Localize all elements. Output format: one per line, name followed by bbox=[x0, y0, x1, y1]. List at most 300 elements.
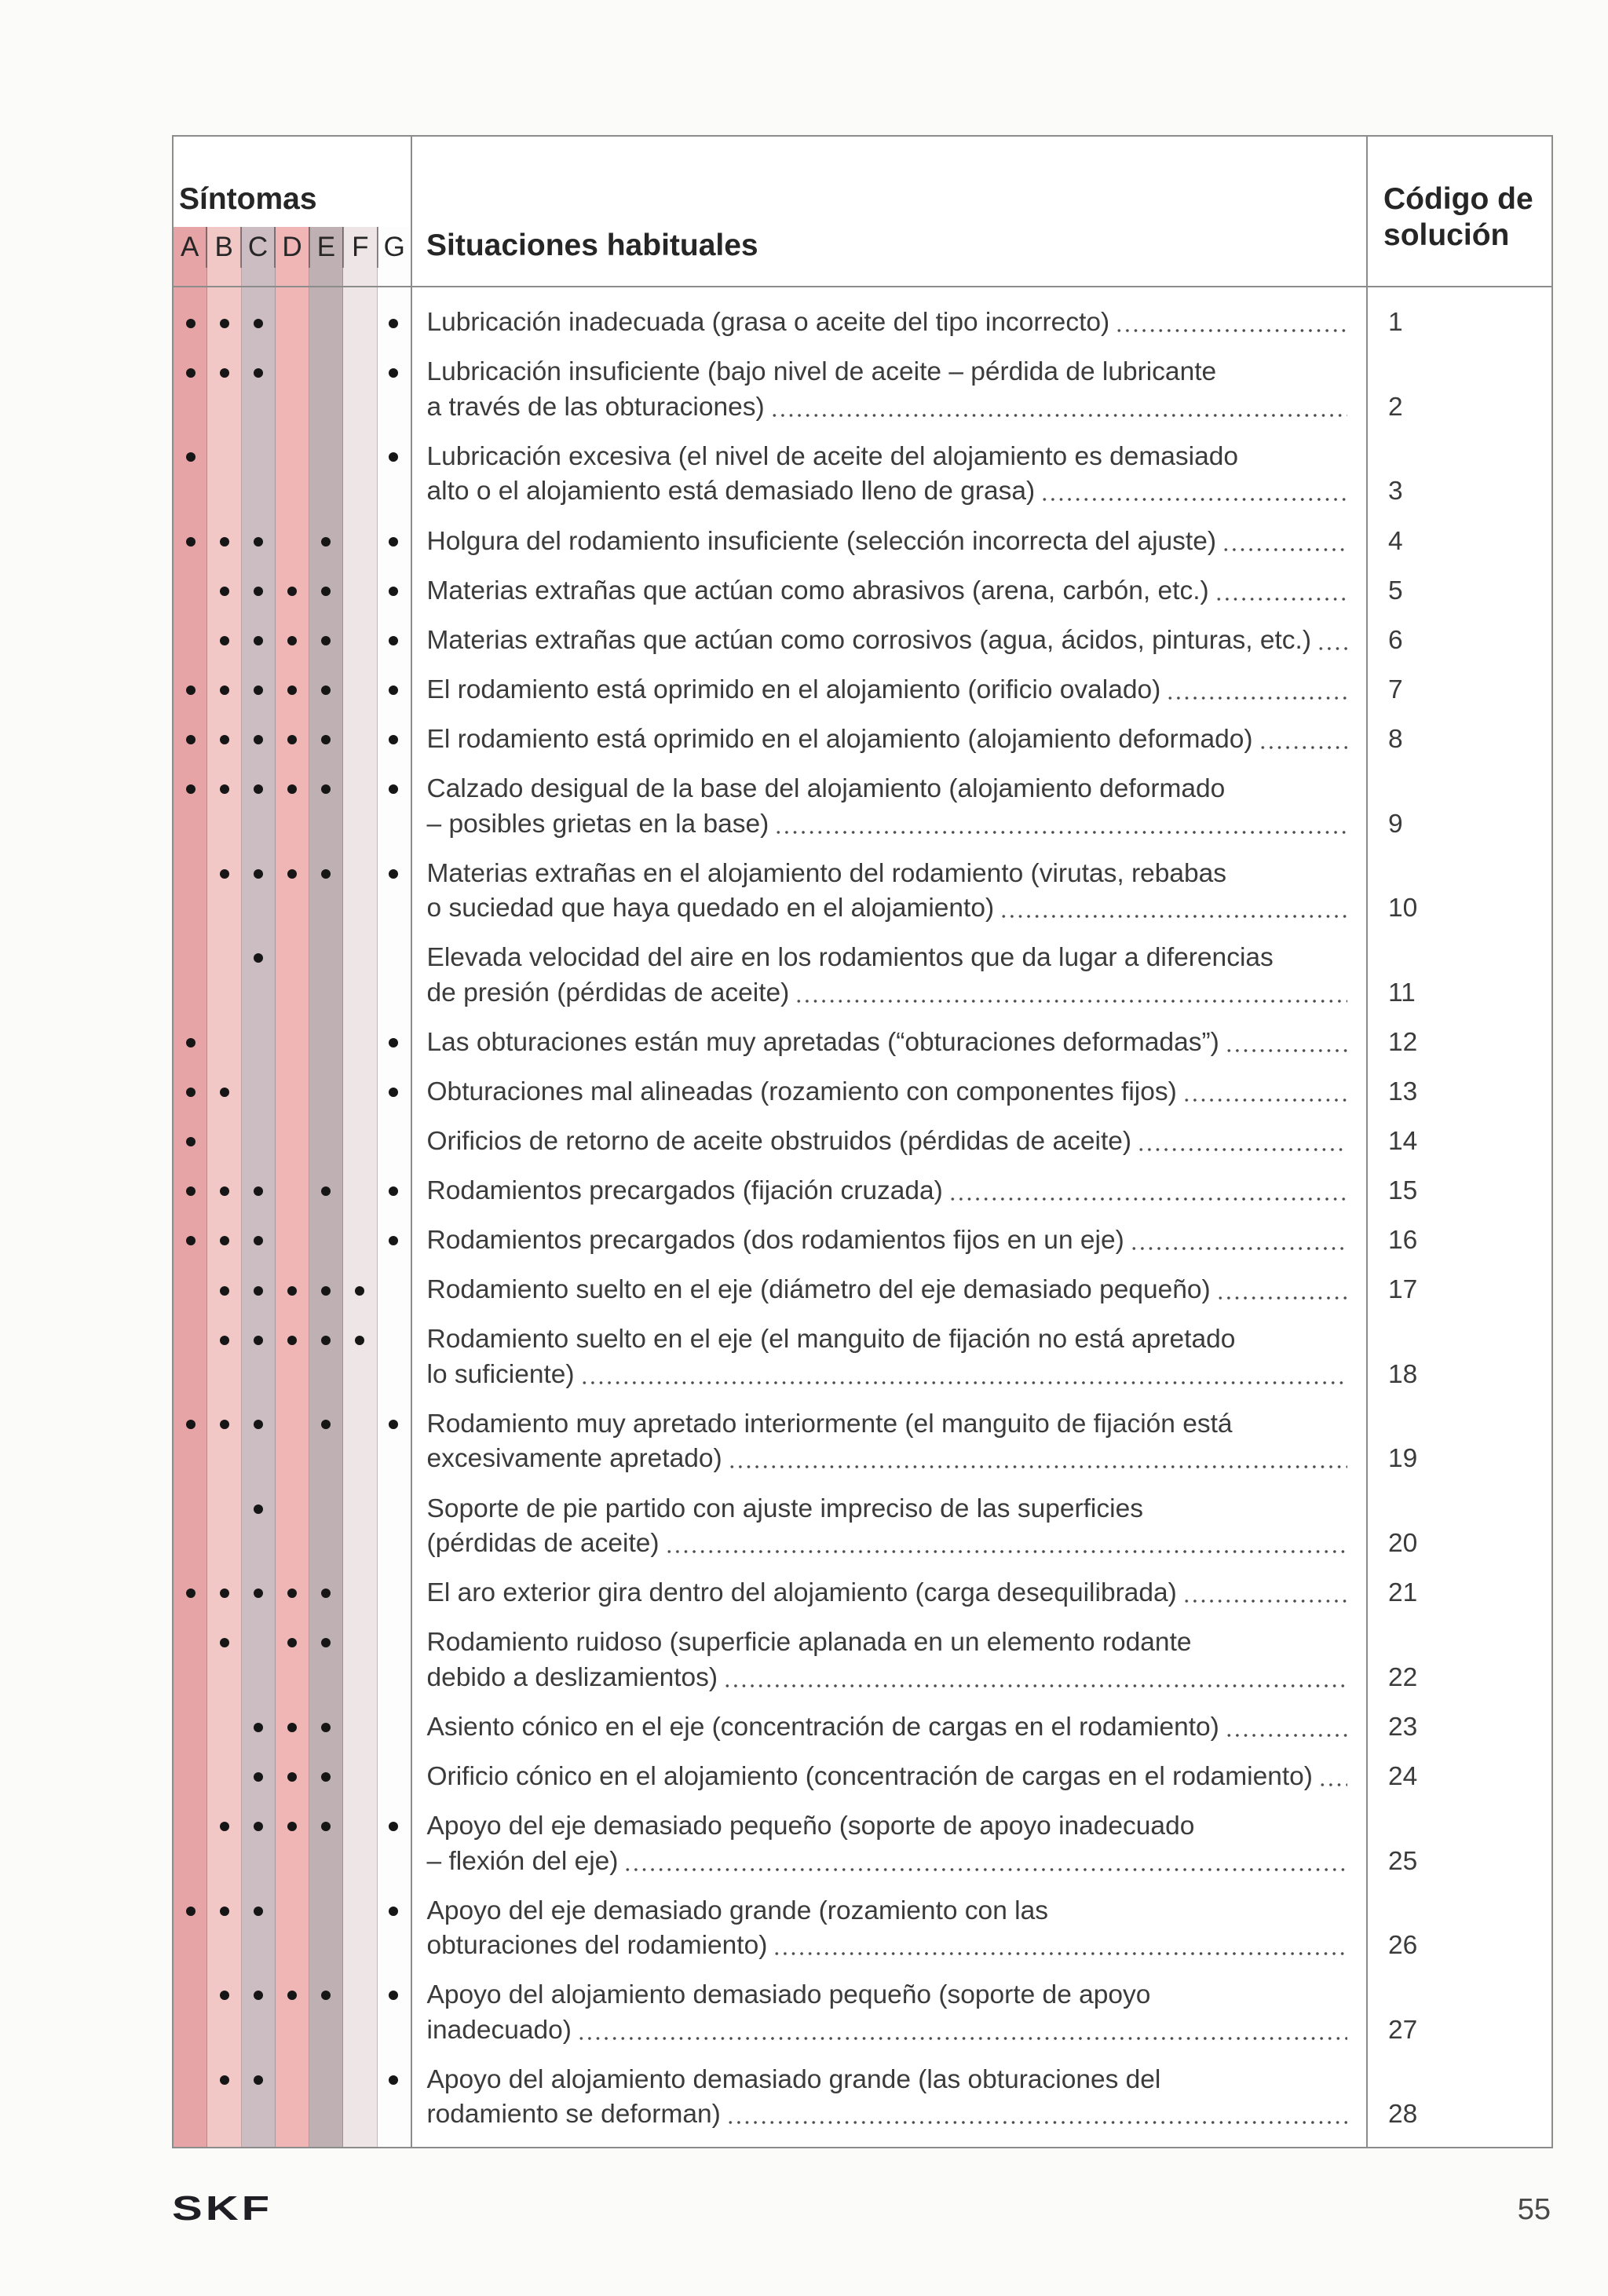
symptom-dot-a bbox=[186, 1907, 196, 1916]
symptom-dot-c bbox=[254, 869, 263, 879]
symptom-dot-d bbox=[287, 1723, 297, 1732]
dot-leader bbox=[1318, 1760, 1347, 1795]
situation-line bbox=[427, 976, 1348, 1011]
symptom-dot-d bbox=[287, 636, 297, 645]
situation-line bbox=[427, 1273, 1348, 1308]
solution-code: 4 bbox=[1388, 526, 1403, 556]
symptom-dot-g bbox=[389, 686, 398, 695]
situation-line bbox=[427, 673, 1348, 708]
situation-text bbox=[411, 517, 1366, 566]
table-row bbox=[174, 1216, 1551, 1266]
situation-line bbox=[427, 474, 1348, 510]
symptom-dot-d bbox=[287, 1822, 297, 1831]
symptom-dot-c bbox=[254, 1336, 263, 1345]
symptom-dot-e bbox=[321, 537, 331, 547]
solution-code-heading bbox=[1383, 181, 1533, 254]
symptom-letter-a: A bbox=[174, 227, 207, 268]
situation-line-text: a través de las obturaciones) bbox=[426, 392, 765, 422]
symptom-dot-e bbox=[321, 1589, 331, 1598]
situation-line-text: Lubricación insuficiente (bajo nivel de aceite – pérdida de lubricante bbox=[426, 357, 1217, 387]
symptom-dot-g bbox=[389, 1186, 398, 1196]
situation-line bbox=[427, 305, 1348, 341]
situation-line-text: obturaciones del rodamiento) bbox=[426, 1931, 768, 1961]
symptom-dot-g bbox=[389, 1088, 398, 1097]
symptom-dot-b bbox=[220, 686, 229, 695]
situation-line-text: Orificio cónico en el alojamiento (concentración de cargas en el rodamiento) bbox=[426, 1761, 1313, 1791]
symptom-dot-c bbox=[254, 784, 263, 794]
symptom-dot-g bbox=[389, 1822, 398, 1831]
symptom-dot-c bbox=[254, 587, 263, 596]
situation-line bbox=[427, 857, 1348, 892]
symptom-marks bbox=[174, 348, 411, 433]
situation-line-text: – posibles grietas en la base) bbox=[426, 809, 769, 839]
page-number: 55 bbox=[1517, 2193, 1551, 2226]
table-row bbox=[174, 1400, 1551, 1485]
symptom-marks bbox=[174, 849, 411, 934]
symptom-dot-b bbox=[220, 1991, 229, 2000]
symptom-dot-c bbox=[254, 1186, 263, 1196]
symptom-dot-b bbox=[220, 869, 229, 879]
symptom-dot-d bbox=[287, 686, 297, 695]
symptom-dot-d bbox=[287, 1772, 297, 1782]
symptom-dot-a bbox=[186, 735, 196, 744]
symptom-dot-f bbox=[355, 1286, 364, 1296]
table-row bbox=[174, 1802, 1551, 1887]
symptom-dot-b bbox=[220, 319, 229, 328]
solution-code: 26 bbox=[1388, 1931, 1418, 1961]
symptom-dot-c bbox=[254, 1907, 263, 1916]
table-row bbox=[174, 517, 1551, 566]
symptom-dot-e bbox=[321, 1186, 331, 1196]
symptom-marks bbox=[174, 1703, 411, 1753]
symptom-dot-a bbox=[186, 1088, 196, 1097]
dot-leader bbox=[1317, 623, 1347, 659]
situation-line-text: Orificios de retorno de aceite obstruidos (pérdidas de aceite) bbox=[426, 1127, 1132, 1157]
solution-code: 5 bbox=[1388, 576, 1403, 605]
table-row bbox=[174, 1484, 1551, 1569]
symptom-marks bbox=[174, 298, 411, 348]
situation-line-text: Materias extrañas en el alojamiento del rodamiento (virutas, rebabas bbox=[426, 858, 1227, 888]
table-row bbox=[174, 934, 1551, 1018]
symptom-marks bbox=[174, 1971, 411, 2056]
situation-line-text: Calzado desigual de la base del alojamiento (alojamiento deformado bbox=[426, 774, 1226, 804]
symptom-dot-a bbox=[186, 1137, 196, 1146]
symptom-dot-g bbox=[389, 636, 398, 645]
situation-line-text: inadecuado) bbox=[426, 2015, 572, 2045]
symptom-dot-b bbox=[220, 1236, 229, 1245]
symptom-marks bbox=[174, 1315, 411, 1400]
solution-code: 13 bbox=[1388, 1077, 1418, 1106]
symptom-dot-g bbox=[389, 1038, 398, 1047]
situation-line bbox=[427, 574, 1348, 609]
symptom-dot-g bbox=[389, 1907, 398, 1916]
dot-leader bbox=[1130, 1223, 1347, 1259]
dot-leader bbox=[577, 2013, 1347, 2049]
symptom-marks bbox=[174, 1018, 411, 1068]
table-row bbox=[174, 1068, 1551, 1117]
symptom-marks bbox=[174, 1484, 411, 1569]
dot-leader bbox=[773, 1929, 1347, 1964]
symptom-dot-b bbox=[220, 2075, 229, 2085]
situation-line bbox=[427, 1710, 1348, 1746]
situation-line bbox=[427, 1978, 1348, 2013]
situation-line bbox=[427, 1407, 1348, 1442]
symptom-marks bbox=[174, 1753, 411, 1802]
symptom-dot-d bbox=[287, 784, 297, 794]
symptom-dot-e bbox=[321, 1991, 331, 2000]
dot-leader bbox=[1040, 474, 1347, 510]
symptom-dot-g bbox=[389, 735, 398, 744]
solution-code: 14 bbox=[1388, 1127, 1418, 1157]
symptom-dot-b bbox=[220, 368, 229, 378]
dot-leader bbox=[1000, 891, 1347, 927]
dot-leader bbox=[948, 1174, 1347, 1209]
dot-leader bbox=[728, 1442, 1347, 1477]
situation-line-text: rodamiento se deforman) bbox=[426, 2100, 721, 2130]
symptom-dot-e bbox=[321, 686, 331, 695]
situation-line-text: de presión (pérdidas de aceite) bbox=[426, 978, 790, 1007]
dot-leader bbox=[1225, 1710, 1347, 1746]
symptom-dot-e bbox=[321, 735, 331, 744]
dot-leader bbox=[1215, 574, 1347, 609]
symptom-dot-e bbox=[321, 636, 331, 645]
symptom-dot-e bbox=[321, 1420, 331, 1429]
symptom-dot-e bbox=[321, 1286, 331, 1296]
symptom-dot-d bbox=[287, 1336, 297, 1345]
situation-text bbox=[411, 715, 1366, 765]
situation-line bbox=[427, 1492, 1348, 1527]
situation-line-text: Elevada velocidad del aire en los rodamientos que da lugar a diferencias bbox=[426, 943, 1274, 973]
dot-leader bbox=[726, 2097, 1347, 2133]
situation-text bbox=[411, 2056, 1366, 2141]
situation-line bbox=[427, 1358, 1348, 1393]
situation-text bbox=[411, 1266, 1366, 1315]
symptom-dot-c bbox=[254, 686, 263, 695]
situation-line-text: excesivamente apretado) bbox=[426, 1444, 722, 1474]
symptom-dot-b bbox=[220, 587, 229, 596]
symptom-dot-c bbox=[254, 1236, 263, 1245]
symptom-dot-d bbox=[287, 1589, 297, 1598]
symptom-marks bbox=[174, 2056, 411, 2141]
symptom-letter-e: E bbox=[310, 227, 344, 268]
situation-line-text: Apoyo del eje demasiado pequeño (soporte de apoyo inadecuado bbox=[426, 1812, 1195, 1841]
solution-code: 23 bbox=[1388, 1712, 1418, 1742]
solution-code: 2 bbox=[1388, 392, 1403, 422]
situation-line-text: Rodamiento suelto en el eje (diámetro del eje demasiado pequeño) bbox=[426, 1275, 1211, 1305]
situation-line-text: Rodamiento muy apretado interiormente (el manguito de fijación está bbox=[426, 1409, 1233, 1439]
situation-text bbox=[411, 1802, 1366, 1887]
table-row bbox=[174, 1971, 1551, 2056]
situation-text bbox=[411, 1569, 1366, 1618]
situation-line bbox=[427, 355, 1348, 390]
symptom-marks bbox=[174, 1117, 411, 1167]
solution-code: 16 bbox=[1388, 1226, 1418, 1256]
symptom-dot-c bbox=[254, 1991, 263, 2000]
situation-text bbox=[411, 1216, 1366, 1266]
symptom-letter-b: B bbox=[207, 227, 241, 268]
situation-text bbox=[411, 1068, 1366, 1117]
symptom-dot-g bbox=[389, 319, 398, 328]
dot-leader bbox=[770, 390, 1347, 426]
table-row bbox=[174, 1703, 1551, 1753]
symptom-dot-g bbox=[389, 869, 398, 879]
situation-line bbox=[427, 807, 1348, 843]
situation-text bbox=[411, 1971, 1366, 2056]
dot-leader bbox=[795, 976, 1347, 1011]
situation-text bbox=[411, 1703, 1366, 1753]
table-row bbox=[174, 348, 1551, 433]
situation-text bbox=[411, 1886, 1366, 1971]
symptom-dot-g bbox=[389, 2075, 398, 2085]
solution-code: 10 bbox=[1388, 894, 1418, 923]
situation-text bbox=[411, 1400, 1366, 1485]
symptom-marks bbox=[174, 666, 411, 715]
solution-code: 21 bbox=[1388, 1578, 1418, 1608]
situation-line bbox=[427, 2063, 1348, 2098]
solution-code: 3 bbox=[1388, 477, 1403, 506]
symptom-dot-b bbox=[220, 1822, 229, 1831]
situation-line-text: Apoyo del eje demasiado grande (rozamiento con las bbox=[426, 1896, 1048, 1925]
solution-code-heading-line: Código de bbox=[1383, 182, 1533, 216]
solution-code: 15 bbox=[1388, 1176, 1418, 1206]
symptom-marks bbox=[174, 1886, 411, 1971]
situation-line-text: alto o el alojamiento está demasiado lleno de grasa) bbox=[426, 477, 1036, 506]
symptom-dot-c bbox=[254, 368, 263, 378]
symptom-dot-a bbox=[186, 686, 196, 695]
symptom-marks bbox=[174, 616, 411, 665]
solution-code: 7 bbox=[1388, 675, 1403, 704]
symptom-marks bbox=[174, 517, 411, 566]
table-row bbox=[174, 1117, 1551, 1167]
dot-leader bbox=[580, 1358, 1347, 1393]
situation-line-text: lo suficiente) bbox=[426, 1359, 575, 1389]
symptom-dot-g bbox=[389, 784, 398, 794]
symptom-letter-f: F bbox=[344, 227, 378, 268]
symptom-marks bbox=[174, 1400, 411, 1485]
symptom-marks bbox=[174, 1167, 411, 1216]
table-row bbox=[174, 1167, 1551, 1216]
dot-leader bbox=[1166, 673, 1347, 708]
situation-text bbox=[411, 1618, 1366, 1703]
situation-line bbox=[427, 1625, 1348, 1661]
symptom-dot-d bbox=[287, 735, 297, 744]
symptom-letters bbox=[174, 227, 411, 268]
symptom-dot-d bbox=[287, 1286, 297, 1296]
symptom-dot-c bbox=[254, 735, 263, 744]
solution-code-heading-line: solución bbox=[1383, 218, 1510, 252]
symptom-dot-a bbox=[186, 784, 196, 794]
skf-logo: SKF bbox=[172, 2189, 273, 2228]
solution-code: 9 bbox=[1388, 809, 1403, 839]
table-row bbox=[174, 298, 1551, 348]
situation-line bbox=[427, 1223, 1348, 1259]
symptom-marks bbox=[174, 433, 411, 517]
symptom-dot-f bbox=[355, 1336, 364, 1345]
symptom-dot-c bbox=[254, 2075, 263, 2085]
symptom-dot-b bbox=[220, 1638, 229, 1647]
symptom-dot-c bbox=[254, 1589, 263, 1598]
situation-line bbox=[427, 1809, 1348, 1844]
situation-line bbox=[427, 525, 1348, 560]
solution-code: 19 bbox=[1388, 1444, 1418, 1474]
symptom-dot-g bbox=[389, 587, 398, 596]
solution-code: 24 bbox=[1388, 1761, 1418, 1791]
situation-line-text: Rodamiento suelto en el eje (el manguito de fijación no está apretado bbox=[426, 1325, 1236, 1355]
symptom-dot-g bbox=[389, 368, 398, 378]
symptom-dot-c bbox=[254, 1723, 263, 1732]
symptom-dot-a bbox=[186, 1186, 196, 1196]
symptom-marks bbox=[174, 1068, 411, 1117]
situation-line-text: El aro exterior gira dentro del alojamiento (carga desequilibrada) bbox=[426, 1578, 1177, 1608]
symptom-dot-c bbox=[254, 636, 263, 645]
situation-line bbox=[427, 722, 1348, 758]
situation-line-text: Soporte de pie partido con ajuste impreciso de las superficies bbox=[426, 1493, 1143, 1523]
situation-text bbox=[411, 1018, 1366, 1068]
symptom-dot-a bbox=[186, 319, 196, 328]
symptom-marks bbox=[174, 566, 411, 616]
table-row bbox=[174, 666, 1551, 715]
situation-line bbox=[427, 440, 1348, 475]
solution-code: 20 bbox=[1388, 1529, 1418, 1559]
symptom-dot-g bbox=[389, 1420, 398, 1429]
symptom-dot-e bbox=[321, 784, 331, 794]
symptom-marks bbox=[174, 1569, 411, 1618]
situation-line bbox=[427, 1174, 1348, 1209]
situation-line bbox=[427, 1124, 1348, 1160]
table-row bbox=[174, 849, 1551, 934]
situation-line-text: Rodamientos precargados (fijación cruzada) bbox=[426, 1176, 943, 1206]
symptom-dot-c bbox=[254, 953, 263, 963]
solution-code: 12 bbox=[1388, 1027, 1418, 1057]
dot-leader bbox=[1137, 1124, 1347, 1160]
situation-line-text: El rodamiento está oprimido en el alojamiento (alojamiento deformado) bbox=[426, 724, 1253, 754]
situation-text bbox=[411, 1117, 1366, 1167]
situation-text bbox=[411, 765, 1366, 850]
situation-text bbox=[411, 1484, 1366, 1569]
situation-line bbox=[427, 1844, 1348, 1880]
situation-text bbox=[411, 566, 1366, 616]
solution-code: 25 bbox=[1388, 1846, 1418, 1876]
situation-text bbox=[411, 348, 1366, 433]
table-row bbox=[174, 1569, 1551, 1618]
situation-line-text: o suciedad que haya quedado en el alojamiento) bbox=[426, 894, 995, 923]
table-row bbox=[174, 1018, 1551, 1068]
solution-code: 22 bbox=[1388, 1662, 1418, 1692]
symptom-dot-e bbox=[321, 1723, 331, 1732]
symptom-dot-d bbox=[287, 1638, 297, 1647]
situation-text bbox=[411, 1315, 1366, 1400]
symptom-dot-c bbox=[254, 319, 263, 328]
situation-line bbox=[427, 390, 1348, 426]
symptom-dot-g bbox=[389, 452, 398, 462]
situation-line bbox=[427, 1576, 1348, 1611]
situation-text bbox=[411, 616, 1366, 665]
symptom-dot-e bbox=[321, 1772, 331, 1782]
symptom-dot-c bbox=[254, 537, 263, 547]
solution-code: 1 bbox=[1388, 308, 1403, 338]
situation-line-text: debido a deslizamientos) bbox=[426, 1662, 718, 1692]
situation-line bbox=[427, 2013, 1348, 2049]
situation-line-text: Las obturaciones están muy apretadas (“obturaciones deformadas”) bbox=[426, 1027, 1219, 1057]
situation-line-text: Rodamientos precargados (dos rodamientos fijos en un eje) bbox=[426, 1226, 1124, 1256]
situation-text bbox=[411, 849, 1366, 934]
table-body bbox=[174, 298, 1551, 2140]
header-divider bbox=[174, 286, 1551, 287]
solution-code: 11 bbox=[1388, 978, 1416, 1007]
symptom-dot-a bbox=[186, 1420, 196, 1429]
dot-leader bbox=[1222, 525, 1347, 560]
symptom-dot-a bbox=[186, 1236, 196, 1245]
dot-leader bbox=[1225, 1026, 1347, 1061]
symptom-dot-d bbox=[287, 869, 297, 879]
symptom-dot-a bbox=[186, 368, 196, 378]
table-row bbox=[174, 1618, 1551, 1703]
symptom-dot-c bbox=[254, 1286, 263, 1296]
solution-code: 18 bbox=[1388, 1359, 1418, 1389]
situation-line-text: Apoyo del alojamiento demasiado grande (las obturaciones del bbox=[426, 2064, 1161, 2094]
table-row bbox=[174, 2056, 1551, 2141]
situation-line bbox=[427, 772, 1348, 807]
situation-line bbox=[427, 1894, 1348, 1929]
symptom-dot-b bbox=[220, 1186, 229, 1196]
symptoms-heading: Síntomas bbox=[179, 182, 317, 216]
symptom-letter-g: G bbox=[383, 232, 405, 262]
symptom-dot-b bbox=[220, 1589, 229, 1598]
symptom-dot-g bbox=[389, 1236, 398, 1245]
dot-leader bbox=[1216, 1273, 1347, 1308]
situation-line-text: (pérdidas de aceite) bbox=[426, 1529, 660, 1559]
situation-line-text: Rodamiento ruidoso (superficie aplanada en un elemento rodante bbox=[426, 1628, 1192, 1658]
symptom-dot-a bbox=[186, 1038, 196, 1047]
table-row bbox=[174, 433, 1551, 517]
dot-leader bbox=[774, 807, 1347, 843]
symptom-marks bbox=[174, 1216, 411, 1266]
symptom-dot-g bbox=[389, 537, 398, 547]
symptom-marks bbox=[174, 715, 411, 765]
situation-line-text: Obturaciones mal alineadas (rozamiento con componentes fijos) bbox=[426, 1077, 1177, 1106]
symptom-dot-b bbox=[220, 1336, 229, 1345]
symptom-dot-d bbox=[287, 1991, 297, 2000]
symptom-dot-b bbox=[220, 1420, 229, 1429]
symptom-dot-c bbox=[254, 1420, 263, 1429]
symptom-marks bbox=[174, 1618, 411, 1703]
symptom-dot-b bbox=[220, 1907, 229, 1916]
situation-line bbox=[427, 1075, 1348, 1110]
symptom-dot-a bbox=[186, 452, 196, 462]
symptom-dot-c bbox=[254, 1504, 263, 1514]
symptom-dot-b bbox=[220, 636, 229, 645]
solution-code: 8 bbox=[1388, 724, 1403, 754]
situation-line bbox=[427, 1026, 1348, 1061]
situation-line-text: – flexión del eje) bbox=[426, 1846, 619, 1876]
table-row bbox=[174, 765, 1551, 850]
dot-leader bbox=[1182, 1075, 1347, 1110]
situation-text bbox=[411, 666, 1366, 715]
situation-line bbox=[427, 1760, 1348, 1795]
symptom-dot-b bbox=[220, 784, 229, 794]
table-row bbox=[174, 1266, 1551, 1315]
solution-code: 28 bbox=[1388, 2100, 1418, 2130]
symptom-dot-c bbox=[254, 1772, 263, 1782]
situation-line-text: El rodamiento está oprimido en el alojamiento (orificio ovalado) bbox=[426, 675, 1161, 704]
situation-text bbox=[411, 1753, 1366, 1802]
symptom-dot-e bbox=[321, 1638, 331, 1647]
dot-leader bbox=[1182, 1576, 1347, 1611]
symptom-letter-d: D bbox=[276, 227, 309, 268]
symptom-marks bbox=[174, 934, 411, 1018]
situations-heading: Situaciones habituales bbox=[426, 229, 758, 262]
symptom-dot-g bbox=[389, 1991, 398, 2000]
